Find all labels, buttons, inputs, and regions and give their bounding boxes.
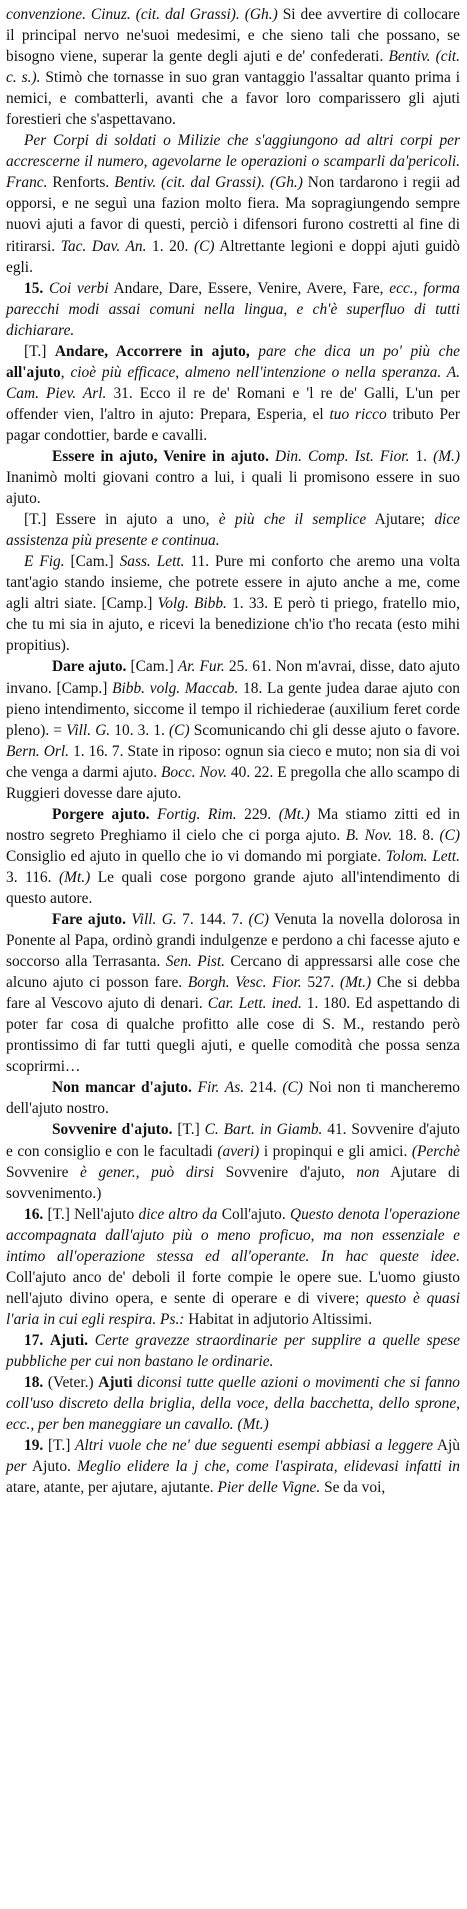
- body-text: 11. Pure mi conforto che aremo una volta tant'agio stando insieme, che potrete essere in ajuto anche a me, come agli altri siate. [Camp.]: [6, 553, 460, 613]
- italic-text: Per Corpi di soldati o Milizie che s'aggiungono ad altri corpi per accrescerne il numero, agevolarne le operazioni o scamparli da'pericoli. Franc.: [6, 132, 460, 192]
- body-text: 229.: [236, 805, 279, 823]
- italic-text: (C): [439, 826, 461, 844]
- italic-text: Tac. Dav. An.: [60, 237, 147, 255]
- body-text: [T.]: [172, 1121, 205, 1139]
- italic-text: Sen. Pist.: [165, 953, 225, 971]
- italic-text: Borgh. Vesc. Fior.: [187, 974, 302, 992]
- body-text: Sovvenire d'ajuto,: [214, 1163, 357, 1181]
- italic-text: Coi verbi: [49, 279, 109, 297]
- body-text: Coll'ajuto anco de' deboli il forte compie le opere sue. L'uomo giusto nell'ajuto divino opera, e sente di operare e di vivere;: [6, 1268, 460, 1307]
- headword: all'ajuto: [6, 363, 61, 381]
- headword: Ajuti: [98, 1374, 133, 1392]
- italic-text: Bentiv. (cit. c. s.).: [6, 48, 460, 87]
- body-text: 18. 8.: [392, 826, 440, 844]
- body-text: 10. 3. 1.: [110, 721, 170, 739]
- body-text: [150, 806, 158, 823]
- italic-text: Din. Comp. Ist. Fior.: [274, 447, 410, 465]
- italic-text: Pier delle Vigne.: [217, 1479, 321, 1497]
- body-text: Renforts.: [47, 174, 115, 192]
- italic-text: è più che il semplice: [218, 511, 367, 529]
- italic-text: convenzione. Cinuz. (cit. dal Grassi). (Gh.): [6, 6, 278, 23]
- body-text: Ma stiamo zitti ed in nostro segreto Preghiamo il cielo che ci porga ajuto.: [6, 805, 460, 844]
- body-text: Ajù: [433, 1437, 460, 1455]
- body-text: [T.]: [24, 342, 55, 360]
- body-text: Che si debba fare al Vescovo ajuto di denari.: [6, 974, 460, 1013]
- italic-text: Questo denota l'operazione accompagnata dall'ajuto più o meno proficuo, ma non essenziale e intimo all'operazione stessa ed all'operante. In haс queste idee.: [6, 1205, 460, 1265]
- entry-paragraph-p10: [6, 909, 460, 1077]
- headword: Porgere ajuto.: [52, 805, 150, 823]
- entry-paragraph-p2: [6, 130, 460, 277]
- sense-number: 17.: [24, 1331, 44, 1349]
- italic-text: Certe gravezze straordinarie per supplire a quelle spese pubbliche per cui non bastano le ordinarie.: [6, 1331, 461, 1370]
- italic-text: cioè più efficace, almeno nell'intenzione o nella speranza. A. Cam. Piev. Arl.: [6, 363, 460, 402]
- italic-text: Fortig. Rim.: [157, 805, 237, 823]
- italic-text: Volg. Bibb.: [157, 595, 227, 613]
- headword: Essere in ajuto, Venire in ajuto.: [52, 447, 269, 465]
- headword: Sovvenire d'ajuto.: [52, 1121, 173, 1139]
- sense-number: 18.: [24, 1374, 44, 1392]
- body-text: Ajutare;: [366, 511, 435, 529]
- body-text: 527.: [301, 974, 340, 992]
- body-text: Stimò che tornasse in suo gran vantaggio l'assaltar quanto prima i nemici, e combatterli, avanti che a favor loro comparissero gli ajuti forestieri che s'aspettavano.: [6, 69, 460, 129]
- italic-text: E Fig.: [24, 553, 65, 571]
- sense-number: 19.: [24, 1437, 44, 1455]
- entry-paragraph-p16: [6, 1435, 460, 1498]
- italic-text: Vill. G.: [66, 721, 111, 739]
- body-text: i propinqui e gli amici.: [259, 1142, 412, 1160]
- entry-paragraph-p9: [6, 804, 460, 909]
- italic-text: (averi): [217, 1142, 260, 1160]
- italic-text: Altri vuole che ne' due seguenti esempi abbiasi a leggere: [75, 1437, 434, 1455]
- body-text: 1. 20.: [146, 237, 194, 255]
- entry-paragraph-p5: [6, 446, 460, 509]
- italic-text: Bocc. Nov.: [161, 763, 228, 781]
- body-text: 1. 16. 7. State in riposo: ognun sia cieco e muto; non sia di voi che venga a darmi ajuto.: [6, 742, 460, 781]
- body-text: Se da voi,: [320, 1479, 386, 1497]
- entry-paragraph-p14: [6, 1330, 460, 1372]
- body-text: 1.: [409, 447, 434, 465]
- body-text: [43, 1332, 50, 1349]
- body-text: Cercano di appressarsi alle cose che alcuno ajuto ci posson fare.: [6, 953, 460, 992]
- body-text: Venuta la novella dolorosa in Ponente al Papa, ordinò grandi indulgenze e perdono a chi facesse ajuto e soccorso alla Terrasanta.: [6, 911, 460, 971]
- headword: Dare ajuto.: [52, 658, 127, 676]
- italic-text: tuo ricco: [329, 405, 387, 423]
- body-text: Ajuto.: [26, 1458, 78, 1476]
- headword: Fare ajuto.: [52, 911, 126, 929]
- body-text: atare, atante, per ajutare, ajutante.: [6, 1479, 218, 1497]
- entry-paragraph-p1: [6, 4, 460, 130]
- entry-paragraph-p11: [6, 1077, 460, 1119]
- sense-number: 16.: [24, 1205, 44, 1223]
- body-text: 31. Ecco il re de' Romani e 'l re de' Galli, L'un per offender vien, l'altro in ajuto: Prepara, Esperia, el: [6, 384, 460, 423]
- italic-text: Bibb. volg. Maccab.: [112, 679, 239, 697]
- italic-text: Tolom. Lett.: [385, 847, 460, 865]
- entry-paragraph-p15: [6, 1372, 460, 1435]
- body-text: Habitat in adjutorio Altissimi.: [184, 1310, 373, 1328]
- body-text: 214.: [244, 1079, 283, 1097]
- italic-text: Bern. Orl.: [6, 742, 70, 760]
- headword: Andare, Accorrere in ajuto,: [54, 342, 250, 360]
- body-text: [T.] Nell'ajuto: [43, 1205, 139, 1223]
- italic-text: Fir. As.: [197, 1079, 245, 1097]
- body-text: Ajutare di sovvenimento.): [6, 1163, 461, 1202]
- italic-text: è gener., può dirsi: [80, 1163, 215, 1181]
- body-text: Inanimò molti giovani contro a lui, i quali li promisono essere in suo ajuto.: [6, 469, 460, 508]
- body-text: Noi non ti mancheremo dell'ajuto nostro.: [6, 1079, 460, 1118]
- body-text: Non tardarono i regii ad opporsi, e ne seguì una fazion molto fiera. Ma sopragiungendo sempre nuovi ajuti a favor di questi, perciò i difensori furono costretti al fine di ritirarsi.: [6, 174, 460, 255]
- body-text: 25. 61. Non m'avrai, disse, dato ajuto invano. [Camp.]: [6, 658, 460, 697]
- body-text: tributo Per pagar condottier, barde e cavalli.: [6, 405, 460, 444]
- body-text: Consiglio ed ajuto in quello che io vi domando mi porgiate.: [6, 847, 386, 865]
- body-text: 3. 116.: [6, 868, 60, 886]
- headword: Non mancar d'ajuto.: [52, 1079, 192, 1097]
- italic-text: (Mt.): [339, 974, 372, 992]
- italic-text: Meglio elidere la j che, come l'aspirata, elidevasi infatti in: [77, 1458, 460, 1476]
- italic-text: (C): [248, 911, 269, 929]
- italic-text: B. Nov.: [345, 826, 393, 844]
- entry-paragraph-p13: [6, 1204, 460, 1330]
- sense-number: 15.: [24, 279, 44, 297]
- italic-text: Vill. G.: [131, 911, 177, 929]
- italic-text: diconsi tutte quelle azioni o movimenti che si fanno coll'uso discreto della briglia, della voce, della bacchetta, dello sprone, ecc., per ben maneggiare un cavallo. (Mt.): [6, 1374, 460, 1434]
- italic-text: (M.): [433, 447, 460, 465]
- italic-text: (C): [169, 721, 190, 739]
- entry-paragraph-p7: [6, 551, 460, 656]
- body-text: [Cam.]: [126, 658, 178, 676]
- italic-text: C. Bart. in Giamb.: [204, 1121, 323, 1139]
- headword: Ajuti.: [49, 1331, 88, 1349]
- italic-text: ecc., forma parecchi modi assai comuni nella lingua, e ch'è superfluo di tutti dichiarare.: [6, 279, 460, 339]
- body-text: Le quali cose porgono grande ajuto all'intendimento di questo autore.: [6, 868, 460, 907]
- entry-paragraph-p4: [6, 341, 460, 446]
- body-text: [T.]: [43, 1437, 76, 1455]
- italic-text: dice assistenza più presente e continua.: [6, 511, 460, 550]
- body-text: Altrettante legioni e doppi ajuti guidò egli.: [6, 237, 460, 276]
- body-text: Sovvenire: [6, 1163, 81, 1181]
- entry-paragraph-p12: [6, 1119, 460, 1203]
- body-text: Andare, Dare, Essere, Venire, Avere, Fare,: [108, 279, 390, 297]
- body-text: Coll'ajuto.: [217, 1205, 290, 1223]
- body-text: 7. 144. 7.: [176, 911, 249, 929]
- body-text: 40. 22. E pregolla che allo scampo di Ruggieri dovesse dare ajuto.: [6, 763, 460, 802]
- body-text: (Veter.): [43, 1374, 99, 1392]
- body-text: [T.] Essere in ajuto a uno,: [24, 511, 219, 529]
- italic-text: Bentiv. (cit. dal Grassi). (Gh.): [114, 174, 303, 192]
- italic-text: (C): [282, 1079, 303, 1097]
- body-text: 1. 180. Ed aspettando di poter far cosa di qualche profitto alle cose di S. M., restando però prontissimo di far tutti quegli ajuti, e quelle comodità che possa senza scoprirmi…: [6, 995, 460, 1076]
- italic-text: Sass. Lett.: [119, 553, 185, 571]
- italic-text: (Mt.): [278, 805, 310, 823]
- italic-text: pare che dica un po' più che: [258, 342, 460, 360]
- body-text: 1. 33. E però ti priego, fratello mio, che tu mi sia in ajuto, e ricevi la benedizione ch'io t'ho recata (esto mihi propitius).: [6, 595, 460, 655]
- body-text: Scomunicando chi gli desse ajuto o favore.: [189, 721, 461, 739]
- body-text: [Cam.]: [64, 553, 120, 571]
- body-text: Si dee avvertire di collocare il principal nervo ne'suoi medesimi, e che sieno tali che possano, se bisogno viene, superar la gente degli ajuti e de' confederati.: [6, 6, 460, 66]
- italic-text: (Perchè: [411, 1142, 460, 1160]
- italic-text: non: [356, 1163, 380, 1181]
- italic-text: dice altro da: [138, 1205, 218, 1223]
- italic-text: Ar. Fur.: [177, 658, 225, 676]
- italic-text: (Mt.): [59, 868, 91, 886]
- italic-text: (C): [193, 237, 215, 255]
- entry-paragraph-p3: [6, 278, 460, 341]
- body-text: ,: [60, 363, 71, 381]
- body-text: [250, 343, 259, 360]
- italic-text: Car. Lett. ined.: [207, 995, 302, 1013]
- italic-text: per: [6, 1458, 27, 1476]
- body-text: 41. Sovvenire d'ajuto e con consiglio e con le facultadi: [6, 1121, 460, 1160]
- body-text: [88, 1332, 95, 1349]
- italic-text: questo è quasi l'aria in cui egli respira. Ps.:: [6, 1289, 461, 1328]
- entry-paragraph-p6: [6, 509, 460, 551]
- body-text: 18. La gente judea darae ajuto con pieno intendimento, siccome il tempo il richiederae (auxilium feret corde pleno). =: [6, 679, 461, 739]
- entry-paragraph-p8: [6, 656, 460, 803]
